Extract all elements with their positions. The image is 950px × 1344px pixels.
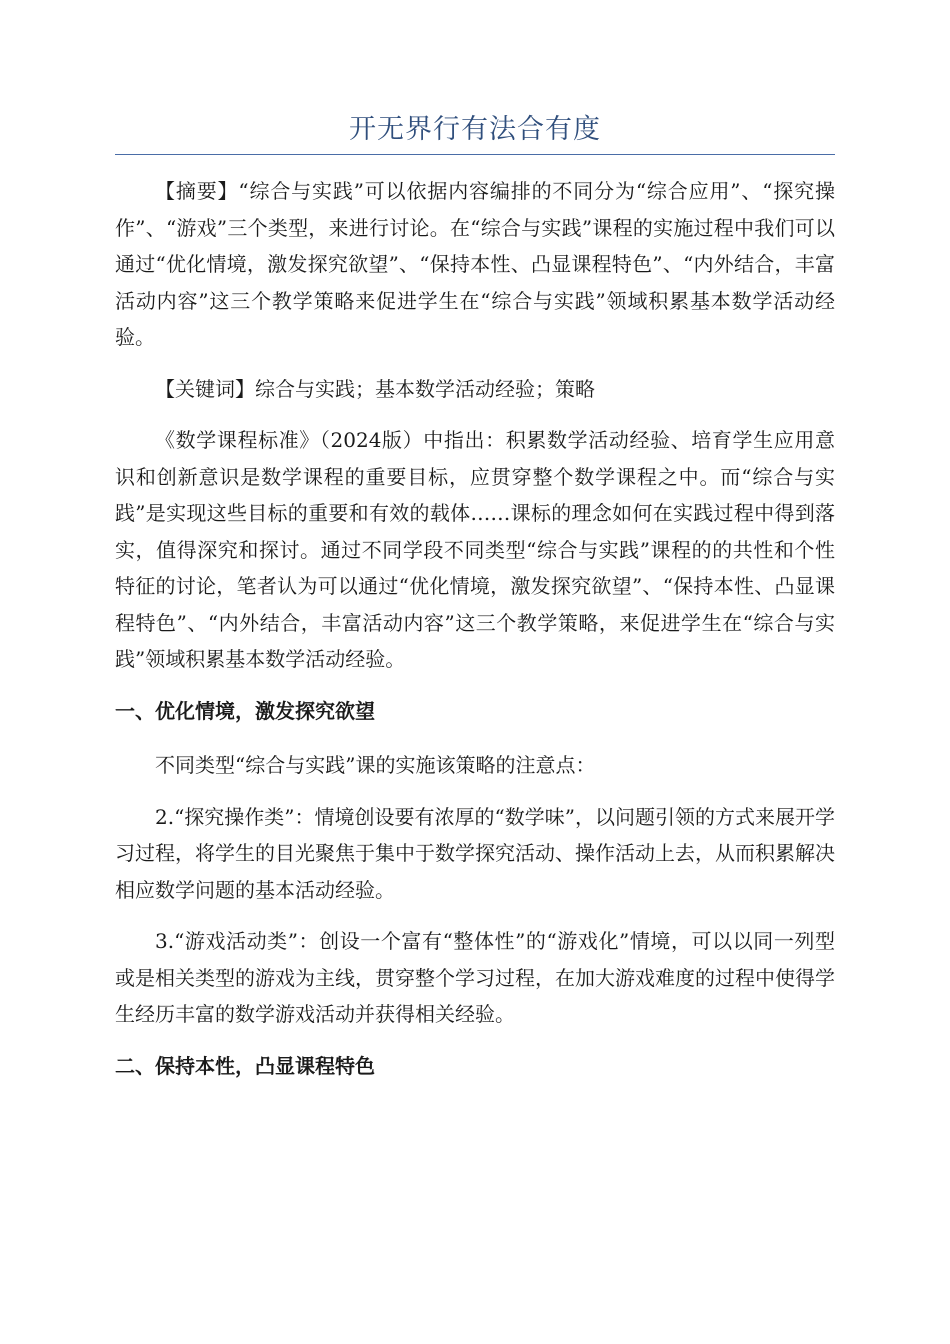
- section-1-paragraph-3: 3.“游戏活动类”：创设一个富有“整体性”的“游戏化”情境，可以以同一列型或是相关类型的游戏为主线，贯穿整个学习过程，在加大游戏难度的过程中使得学生经历丰富的数学游戏活动并获得相关经验。: [115, 929, 835, 1026]
- abstract-paragraph: 【摘要】“综合与实践”可以依据内容编排的不同分为“综合应用”、“探究操作”、“游戏”三个类型，来进行讨论。在“综合与实践”课程的实施过程中我们可以通过“优化情境，激发探究欲望”、“保持本性、凸显课程特色”、“内外结合，丰富活动内容”这三个教学策略来促进学生在“综合与实践”领域积累基本数学活动经验。: [115, 179, 835, 349]
- section-1-paragraph-1: 不同类型“综合与实践”课的实施该策略的注意点：: [155, 753, 596, 777]
- section-2-heading: 二、保持本性，凸显课程特色: [115, 1053, 375, 1078]
- intro-paragraph: 《数学课程标准》（2024版）中指出：积累数学活动经验、培育学生应用意识和创新意识是数学课程的重要目标，应贯穿整个数学课程之中。而“综合与实践”是实现这些目标的重要和有效的载体……课标的理念如何在实践过程中得到落实，值得深究和探讨。通过不同学段不同类型“综合与实践”课程的的共性和个性特征的讨论，笔者认为可以通过“优化情境，激发探究欲望”、“保持本性、凸显课程特色”、“内外结合，丰富活动内容”这三个教学策略，来促进学生在“综合与实践”领域积累基本数学活动经验。: [115, 428, 835, 671]
- document-page: [115, 110, 835, 1102]
- section-1-paragraph-2: 2.“探究操作类”：情境创设要有浓厚的“数学味”，以问题引领的方式来展开学习过程，将学生的目光聚焦于集中于数学探究活动、操作活动上去，从而积累解决相应数学问题的基本活动经验。: [115, 804, 835, 902]
- keywords-paragraph: 【关键词】综合与实践；基本数学活动经验；策略: [155, 376, 595, 401]
- section-1-heading: 一、优化情境，激发探究欲望: [115, 698, 375, 723]
- document-title: 开无界行有法合有度: [115, 110, 835, 155]
